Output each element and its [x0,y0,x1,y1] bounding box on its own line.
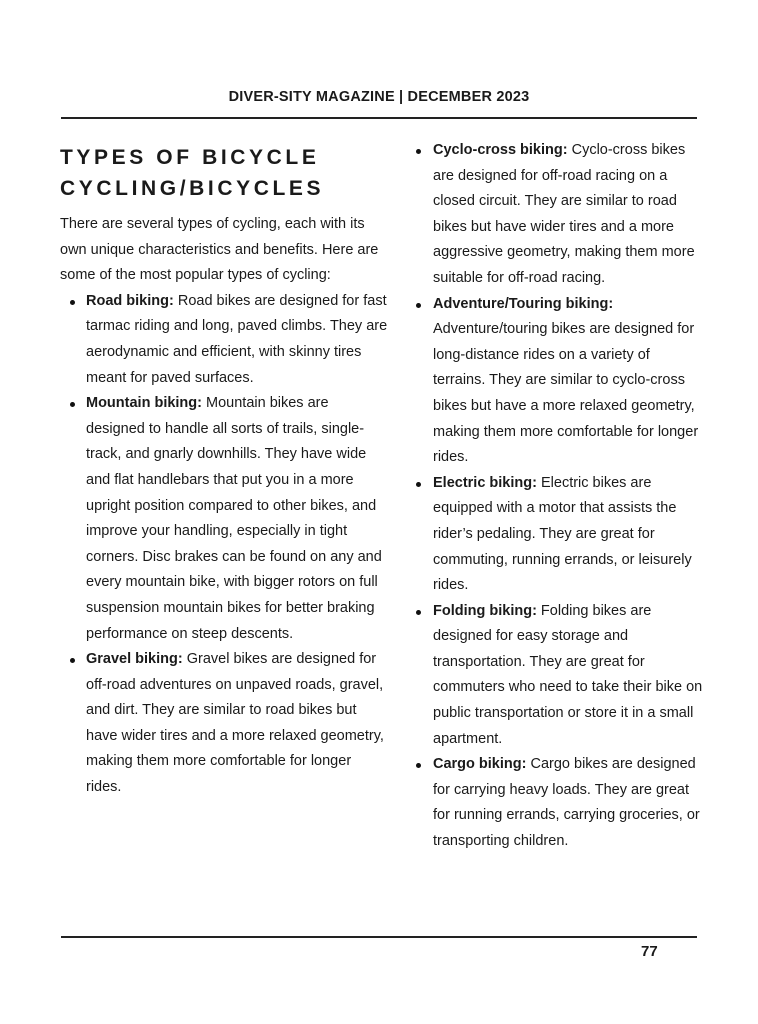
item-text: Gravel bikes are designed for off-road adventures on unpaved roads, gravel, and dirt. They are similar to road bikes but have wider tires and a more relaxed geometry, making them more comfortable for longer rides. [86,651,384,796]
item-term: Cyclo-cross biking: [433,142,568,158]
bullet-icon [416,610,421,615]
item-text: Cyclo-cross bikes are designed for off-road racing on a closed circuit. They are similar to road bikes but have wider tires and a more aggressive geometry, making them more suitable for off-road racing. [433,142,695,286]
item-text: Electric bikes are equipped with a motor that assists the rider’s pedaling. They are great for commuting, running errands, or leisurely rides. [433,474,692,594]
list-item-gravel-biking [60,647,390,801]
bullet-icon [70,658,75,663]
item-term: Adventure/Touring biking: [433,295,614,312]
item-text: Folding bikes are designed for easy storage and transportation. They are great for commuters who need to take their bike on public transportation or store it in a small apartment. [433,602,703,747]
article-title [60,142,390,204]
article-title-line-1: TYPES OF BICYCLE [60,146,320,169]
right-column [413,138,705,855]
item-term: Electric biking: [433,474,537,491]
bullet-icon [416,482,421,487]
item-text: Road bikes are designed for fast tarmac riding and long, paved climbs. They are aerodynamic and efficient, with skinny tires meant for paved surfaces. [86,292,388,386]
list-item-folding-biking [413,599,705,753]
list-item-adventure-touring-biking [413,292,705,471]
list-item-cyclo-cross-biking [413,138,705,292]
right-bullet-list [413,138,705,855]
bullet-icon [416,303,421,308]
item-term: Mountain biking: [86,395,202,412]
item-term: Road biking: [86,292,174,309]
list-item-road-biking [60,289,390,391]
item-text: Cargo bikes are designed for carrying heavy loads. They are great for running errands, carrying groceries, or transporting children. [433,756,700,850]
intro-paragraph: There are several types of cycling, each with its own unique characteristics and benefits. Here are some of the most popular types of cycling: [60,216,379,284]
item-text: Adventure/touring bikes are designed for long-distance rides on a variety of terrains. They are similar to cyclo-cross bikes but have a more relaxed geometry, making them more comfortable for longer rides. [433,321,699,466]
bullet-icon [70,402,75,407]
left-bullet-list [60,289,390,801]
item-term: Gravel biking: [86,651,183,668]
footer-divider [61,936,697,938]
item-term: Cargo biking: [433,756,527,773]
header-divider [61,117,697,119]
list-item-mountain-biking [60,391,390,647]
item-term: Folding biking: [433,602,537,619]
magazine-header: DIVER-SITY MAGAZINE | DECEMBER 2023 [228,89,530,105]
bullet-icon [416,763,421,768]
page-number: 77 [641,943,658,960]
item-text: Mountain bikes are designed to handle all sorts of trails, single-track, and gnarly downhills. They have wide and flat handlebars that put you in a more upright position compared to other bikes, and improve your handling, especially in tight corners. Disc brakes can be found on any and every mountain bike, with bigger rotors on full suspension mountain bikes for better braking performance on steep descents. [86,395,382,642]
article-title-line-2: CYCLING/BICYCLES [60,177,325,200]
bullet-icon [70,300,75,305]
list-item-cargo-biking [413,752,705,854]
list-item-electric-biking [413,471,705,599]
left-column [60,142,390,801]
bullet-icon [416,149,421,154]
